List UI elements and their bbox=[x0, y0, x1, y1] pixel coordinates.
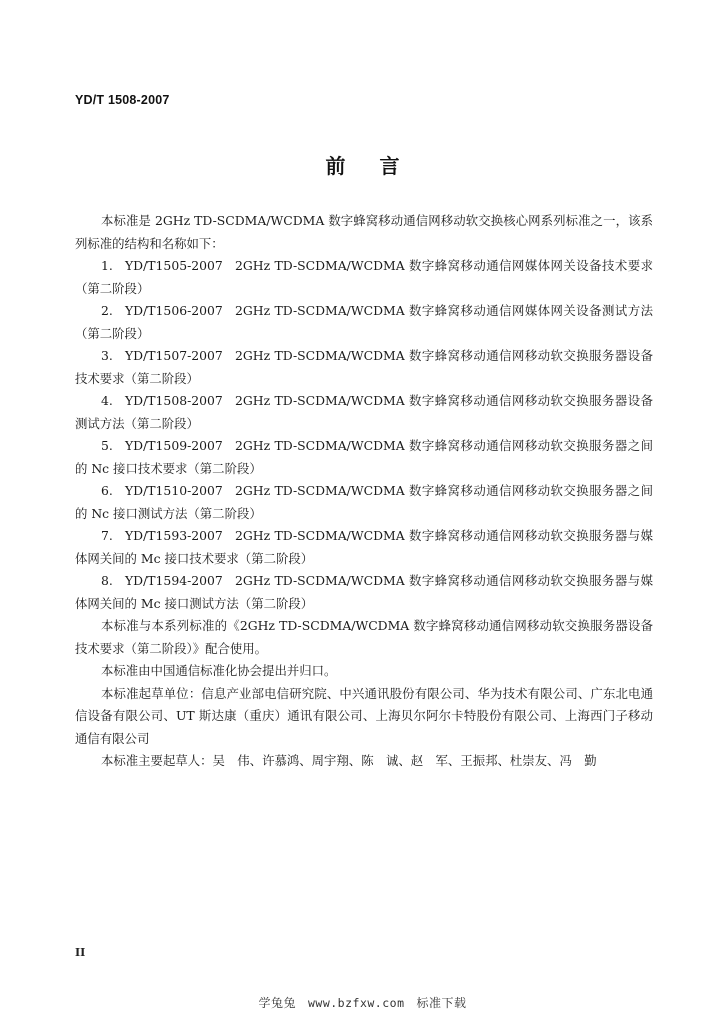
series-item bbox=[75, 525, 653, 570]
series-item-name: 2GHz TD-SCDMA/WCDMA 数字蜂窝移动通信网移动软交换服务器之间的 Nc 接口测试方法（第二阶段） bbox=[75, 483, 653, 521]
series-item-number: 1. bbox=[101, 258, 113, 273]
series-item-name: 2GHz TD-SCDMA/WCDMA 数字蜂窝移动通信网移动软交换服务器与媒体网关间的 Mc 接口技术要求（第二阶段） bbox=[75, 528, 653, 566]
page-title: 前言 bbox=[325, 154, 434, 178]
series-item bbox=[75, 570, 653, 615]
series-item-name: 2GHz TD-SCDMA/WCDMA 数字蜂窝移动通信网移动软交换服务器设备测试方法（第二阶段） bbox=[75, 393, 653, 431]
series-item-number: 2. bbox=[101, 303, 113, 318]
series-item-number: 3. bbox=[101, 348, 113, 363]
series-item-number: 4. bbox=[101, 393, 113, 408]
standard-code-header: YD/T 1508-2007 bbox=[75, 93, 170, 107]
use-with-paragraph: 本标准与本系列标准的《2GHz TD-SCDMA/WCDMA 数字蜂窝移动通信网移动软交换服务器设备技术要求（第二阶段）》配合使用。 bbox=[75, 618, 653, 656]
series-item-code: YD/T1509-2007 bbox=[125, 438, 223, 453]
series-item-code: YD/T1508-2007 bbox=[125, 393, 223, 408]
series-item-code: YD/T1510-2007 bbox=[125, 483, 223, 498]
watermark-download-label: 标准下载 bbox=[416, 996, 467, 1010]
series-item-name: 2GHz TD-SCDMA/WCDMA 数字蜂窝移动通信网移动软交换服务器设备技术要求（第二阶段） bbox=[75, 348, 653, 386]
watermark-footer bbox=[0, 994, 725, 1011]
watermark-site-name: 学兔兔 bbox=[258, 996, 296, 1010]
series-item-name: 2GHz TD-SCDMA/WCDMA 数字蜂窝移动通信网移动软交换服务器之间的 Nc 接口技术要求（第二阶段） bbox=[75, 438, 653, 476]
series-item-code: YD/T1593-2007 bbox=[125, 528, 223, 543]
series-item-name: 2GHz TD-SCDMA/WCDMA 数字蜂窝移动通信网媒体网关设备技术要求（第二阶段） bbox=[75, 258, 653, 296]
series-item-name: 2GHz TD-SCDMA/WCDMA 数字蜂窝移动通信网移动软交换服务器与媒体网关间的 Mc 接口测试方法（第二阶段） bbox=[75, 573, 653, 611]
series-item bbox=[75, 300, 653, 345]
series-item bbox=[75, 435, 653, 480]
series-item-code: YD/T1506-2007 bbox=[125, 303, 223, 318]
series-item bbox=[75, 345, 653, 390]
series-item bbox=[75, 480, 653, 525]
series-item bbox=[75, 255, 653, 300]
series-item-number: 5. bbox=[101, 438, 113, 453]
intro-paragraph: 本标准是 2GHz TD-SCDMA/WCDMA 数字蜂窝移动通信网移动软交换核心网系列标准之一，该系列标准的结构和名称如下： bbox=[75, 213, 653, 251]
series-item-number: 7. bbox=[101, 528, 113, 543]
series-item-number: 8. bbox=[101, 573, 113, 588]
series-item-code: YD/T1594-2007 bbox=[125, 573, 223, 588]
watermark-url[interactable]: www.bzfxw.com bbox=[307, 996, 405, 1010]
drafters-paragraph: 本标准主要起草人：吴 伟、许慕鸿、周宇翔、陈 诚、赵 军、王振邦、杜崇友、冯 勤 bbox=[101, 753, 597, 768]
series-item-code: YD/T1507-2007 bbox=[125, 348, 223, 363]
series-item-code: YD/T1505-2007 bbox=[125, 258, 223, 273]
series-item-number: 6. bbox=[101, 483, 113, 498]
body-text bbox=[75, 210, 653, 773]
page-number: II bbox=[75, 946, 86, 959]
series-item bbox=[75, 390, 653, 435]
drafting-units-paragraph: 本标准起草单位：信息产业部电信研究院、中兴通讯股份有限公司、华为技术有限公司、广东北电通信设备有限公司、UT 斯达康（重庆）通讯有限公司、上海贝尔阿尔卡特股份有限公司、上海西门子移动通信有限公司 bbox=[75, 685, 653, 746]
proposed-by-paragraph: 本标准由中国通信标准化协会提出并归口。 bbox=[101, 663, 337, 678]
series-item-name: 2GHz TD-SCDMA/WCDMA 数字蜂窝移动通信网媒体网关设备测试方法（第二阶段） bbox=[75, 303, 653, 341]
